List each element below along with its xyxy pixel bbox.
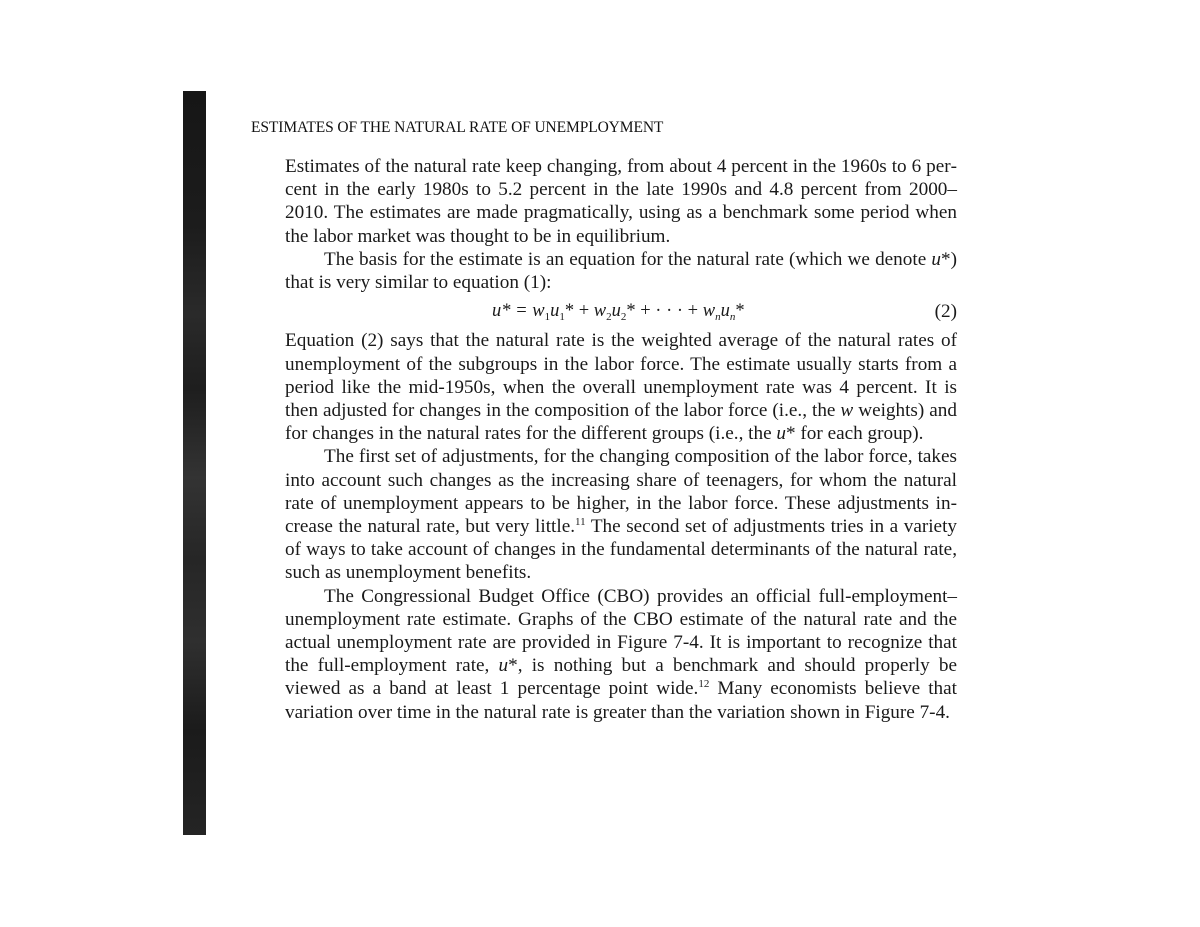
paragraph-2: The basis for the estimate is an equation for the natural rate (which we denote u*) that is very similar to equation (1): [285, 248, 957, 294]
paragraph-3: Equation (2) says that the natural rate is the weighted average of the natural rates of unemployment of the subgroups in the labor force. The estimate usually starts from a period like the mid-1950s, when the overall unemployment rate was 4 percent. It is then adjusted for changes in the composition of the labor force (i.e., the w weights) and for changes in the natural rates for the different groups (i.e., the u* for each group). [285, 330, 957, 445]
footnote-ref-11[interactable]: 11 [575, 516, 586, 529]
equation-2 [285, 300, 957, 323]
paragraph-1: Estimates of the natural rate keep changing, from about 4 percent in the 1960s to 6 percent in the early 1980s to 5.2 percent in the late 1990s and 4.8 percent from 2000–2010. The estimates are made pragmatically, using as a benchmark some period when the labor market was thought to be in equilibrium. [285, 156, 957, 247]
paragraph-5: The Congressional Budget Office (CBO) provides an official full-employment–unemployment rate estimate. Graphs of the CBO estimate of the natural rate and the actual unemployment rate are provided in Figure 7-4. It is important to recognize that the full-employment rate, u*, is nothing but a benchmark and should properly be viewed as a band at least 1 percentage point wide.$^{12}$ Many economists believe that variation over time in the natural rate is greater than the variation shown in Figure 7-4. [285, 585, 957, 723]
eq-term-2: $w_2u_2*$ + · · · + [593, 301, 703, 324]
equation-expression: $u* = w_1u_1* + w_2u_2*$ + · · · + $w_nu_n*$ [492, 301, 745, 324]
paragraph-4: The first set of adjustments, for the changing composition of the labor force, takes into account such changes as the increasing share of teenagers, for whom the natural rate of unemployment appears to be higher, in the labor force. These adjustments increase the natural rate, but very little.$^{11}$ The second set of adjustments tries in a variety of ways to take account of changes in the fundamental determinants of the natural rate, such as unemployment benefits. [285, 446, 957, 584]
footnote-ref-12[interactable]: 12 [698, 678, 710, 691]
variable-u: u [931, 248, 942, 270]
eq-term-1: $w_1u_1*$ + [532, 301, 594, 324]
variable-u: u [776, 423, 787, 445]
equation-number: (2) [934, 301, 957, 323]
eq-term-n: $w_nu_n*$ [702, 301, 745, 324]
page-body [285, 155, 957, 724]
section-heading: ESTIMATES OF THE NATURAL RATE OF UNEMPLOYMENT [251, 119, 664, 136]
book-spine-shadow [183, 91, 206, 835]
variable-u: u [498, 655, 509, 677]
variable-w: w [840, 400, 854, 422]
